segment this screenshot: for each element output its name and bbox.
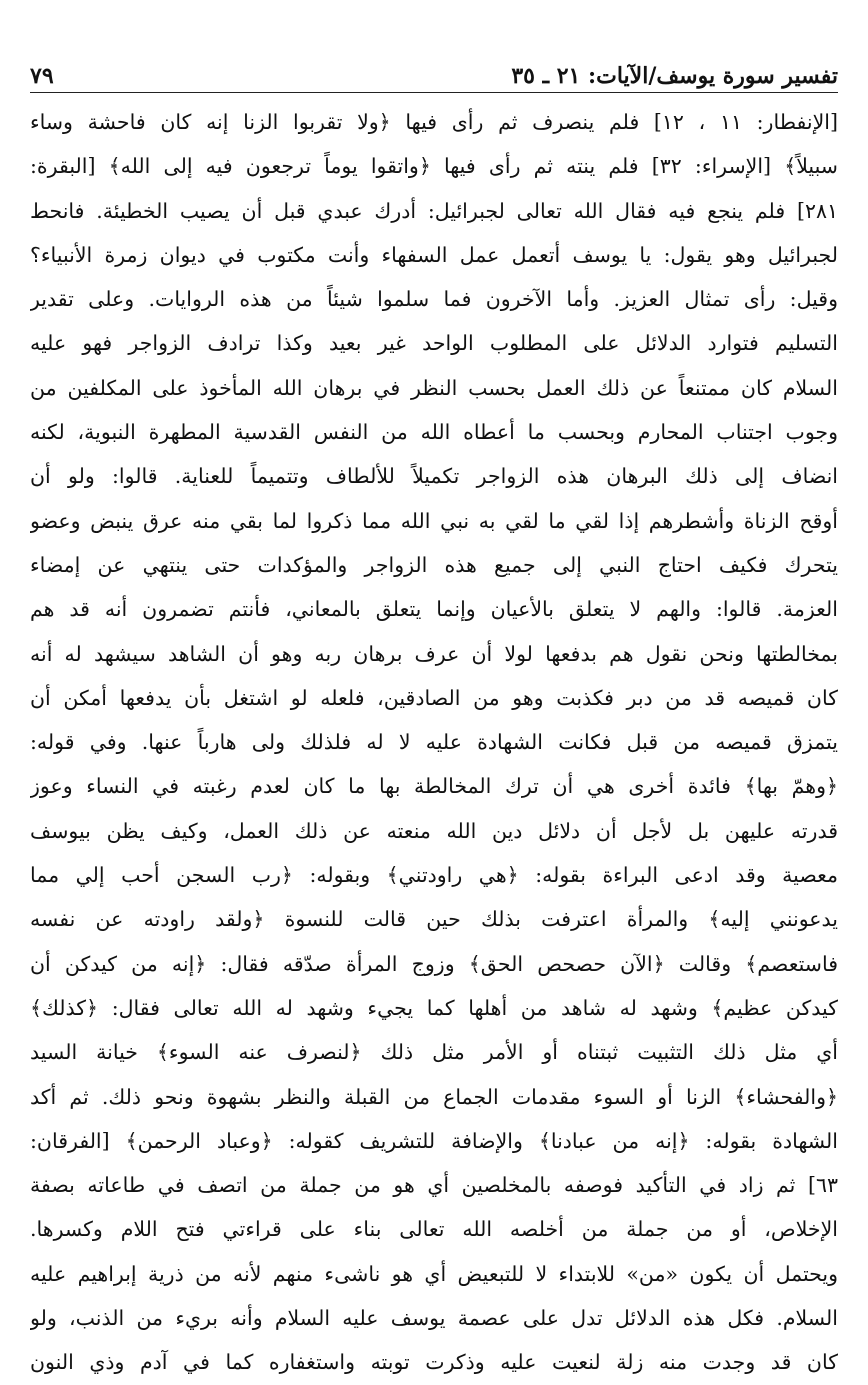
text-line: ٦٣] ثم زاد في التأكيد فوصفه بالمخلصين أي هو من جملة من اتصف في طاعاته بصفة [30, 1173, 838, 1198]
text-line: العزمة. قالوا: والهم لا يتعلق بالأعيان وإنما يتعلق بالمعاني، فأنتم تضمرون أنه قد هم [30, 597, 838, 622]
header-title: تفسير سورة يوسف/الآيات: ٢١ ـ ٣٥ [511, 63, 838, 89]
text-line: كيدكن عظيم﴾ وشهد له شاهد من أهلها كما يجيء وشهد له الله تعالى فقال: ﴿كذلك﴾ [30, 995, 838, 1020]
text-line: السلام. فكل هذه الدلائل تدل على عصمة يوسف عليه السلام وأنه بريء من الذنب، ولو [30, 1306, 838, 1331]
text-line: انضاف إلى ذلك البرهان هذه الزواجر تكميلاً للألطاف وتتميماً للعناية. قالوا: ولو أن [30, 464, 838, 489]
text-line: أي مثل ذلك التثبيت ثبتناه أو الأمر مثل ذلك ﴿لنصرف عنه السوء﴾ خيانة السيد [30, 1040, 838, 1065]
text-line: يتمزق قميصه من قبل فكانت الشهادة عليه لا له فلذلك ولى هارباً عنها. وفي قوله: [30, 730, 838, 755]
text-line: كان قميصه قد من دبر فكذبت وهو من الصادقين، فلعله لو اشتغل بأن يدفعها أمكن أن [30, 685, 838, 710]
page-body [30, 100, 838, 1385]
text-line: وقيل: رأى تمثال العزيز. وأما الآخرون فما سلموا شيئاً من هذه الروايات. وعلى تقدير [30, 287, 838, 312]
text-line: الشهادة بقوله: ﴿إنه من عبادنا﴾ والإضافة للتشريف كقوله: ﴿وعباد الرحمن﴾ [الفرقان: [30, 1128, 838, 1153]
text-line: ﴿وهمّ بها﴾ فائدة أخرى هي أن ترك المخالطة بها ما كان لعدم رغبته في النساء وعوز [30, 774, 838, 799]
text-line: لجبرائيل وهو يقول: يا يوسف أتعمل عمل السفهاء وأنت مكتوب في ديوان زمرة الأنبياء؟ [30, 242, 838, 267]
text-line: بمخالطتها ونحن نقول هم بدفعها لولا أن عرف برهان ربه وهو أن الشاهد سيشهد له أنه [30, 641, 838, 666]
text-line: كان قد وجدت منه زلة لنعيت عليه وذكرت توبته واستغفاره كما في آدم وذي النون [30, 1350, 838, 1375]
text-line: فاستعصم﴾ وقالت ﴿الآن حصحص الحق﴾ وزوج المرأة صدّقه فقال: ﴿إنه من كيدكن أن [30, 951, 838, 976]
text-line: السلام كان ممتنعاً عن ذلك العمل بحسب النظر في برهان الله المأخوذ على المكلفين من [30, 375, 838, 400]
text-line: يتحرك فكيف احتاج النبي إلى جميع هذه الزواجر والمؤكدات حتى ينتهي عن إمضاء [30, 552, 838, 577]
page-number: ٧٩ [30, 63, 54, 89]
text-line: التسليم فتوارد الدلائل على المطلوب الواحد غير بعيد وكذا ترادف الزواجر فهو عليه [30, 331, 838, 356]
text-line: معصية وقد ادعى البراءة بقوله: ﴿هي راودتني﴾ وبقوله: ﴿رب السجن أحب إلي مما [30, 863, 838, 888]
running-header [30, 58, 838, 93]
text-line: ﴿والفحشاء﴾ الزنا أو السوء مقدمات الجماع من القبلة والنظر بشهوة ونحو ذلك. ثم أكد [30, 1084, 838, 1109]
text-line: الإخلاص، أو من جملة من أخلصه الله تعالى بناء على قراءتي فتح اللام وكسرها. [30, 1217, 838, 1242]
text-line: ويحتمل أن يكون «من» للابتداء لا للتبعيض أي هو ناشىء منهم لأنه من ذرية إبراهيم عليه [30, 1261, 838, 1286]
text-line: سبيلاً﴾ [الإسراء: ٣٢] فلم ينته ثم رأى فيها ﴿واتقوا يوماً ترجعون فيه إلى الله﴾ [البقرة: [30, 154, 838, 179]
text-line: يدعونني إليه﴾ والمرأة اعترفت بذلك حين قالت للنسوة ﴿ولقد راودته عن نفسه [30, 907, 838, 932]
text-line: وجوب اجتناب المحارم وبحسب ما أعطاه الله من النفس القدسية المطهرة النبوية، لكنه [30, 420, 838, 445]
text-line: أوقح الزناة وأشطرهم إذا لقي ما لقي به نبي الله مما ذكروا لما بقي منه عرق ينبض وعضو [30, 508, 838, 533]
text-line: ٢٨١] فلم ينجع فيه فقال الله تعالى لجبرائيل: أدرك عبدي قبل أن يصيب الخطيئة. فانحط [30, 198, 838, 223]
text-line: قدرته عليهن بل لأجل أن دلائل دين الله منعته عن ذلك العمل، وكيف يظن بيوسف [30, 818, 838, 843]
text-line: [الإنفطار: ١١ ، ١٢] فلم ينصرف ثم رأى فيها ﴿ولا تقربوا الزنا إنه كان فاحشة وساء [30, 110, 838, 134]
